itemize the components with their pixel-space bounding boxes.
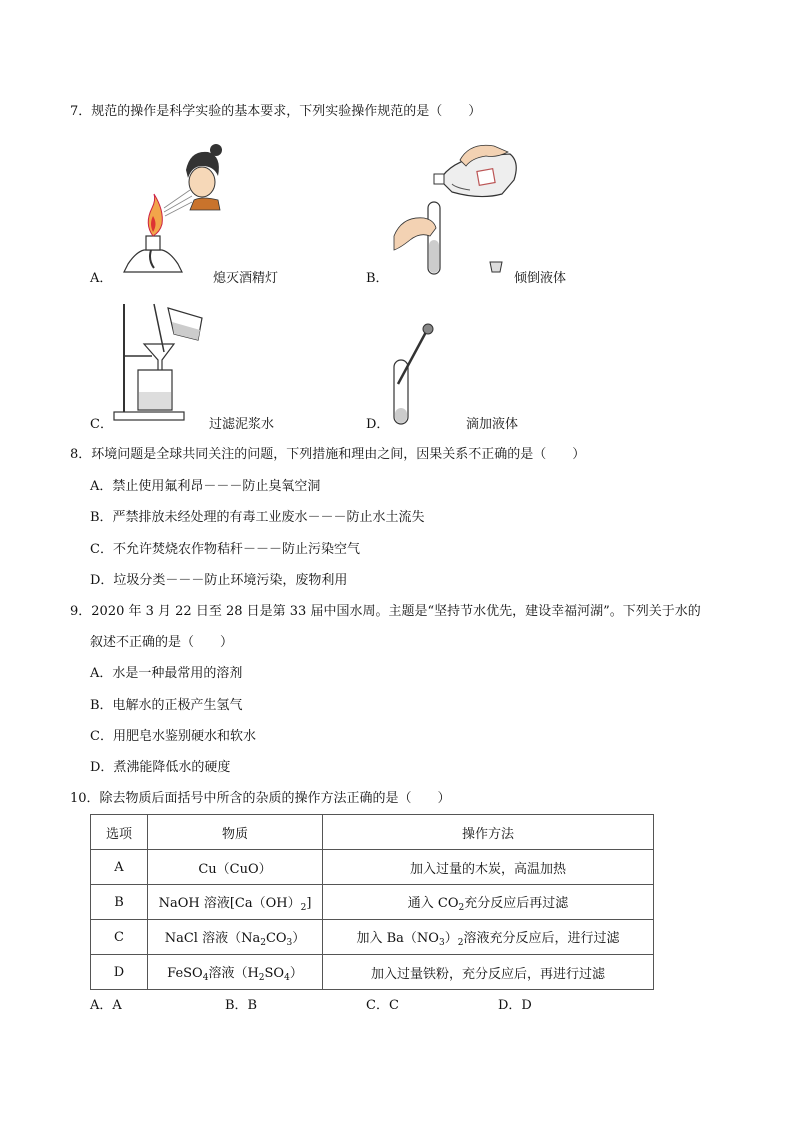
q7-option-b-caption: 倾倒液体 (514, 271, 567, 286)
substance-text: 溶液（H (208, 965, 259, 981)
subscript: 4 (284, 972, 290, 983)
alcohol-lamp-figure (118, 140, 218, 280)
subscript: 3 (438, 937, 445, 948)
table-cell-option: B (91, 885, 148, 920)
method-text: ） (444, 930, 458, 946)
q9-option-b: B．电解水的正极产生氢气 (90, 698, 243, 713)
substance-text: Cu（CuO） (198, 861, 272, 877)
q7-option-d-letter: D． (366, 417, 390, 432)
subscript: 2 (260, 937, 266, 948)
substance-text: ） (289, 965, 303, 981)
q7-option-a-caption: 熄灭酒精灯 (213, 271, 279, 286)
q9-option-a: A．水是一种最常用的溶剂 (90, 666, 243, 681)
method-text: 充分反应后再过滤 (464, 895, 569, 911)
q8-option-c: C．不允许焚烧农作物秸秆－－－防止污染空气 (90, 542, 360, 557)
table-cell-option: A (91, 850, 148, 885)
q10-answer-d: D．D (498, 998, 532, 1013)
q9-option-d: D．煮沸能降低水的硬度 (90, 760, 231, 775)
table-cell-method (323, 920, 654, 955)
subscript: 3 (286, 937, 293, 948)
table-header-option: 选项 (91, 815, 148, 850)
filtration-figure (112, 298, 212, 422)
subscript: 2 (300, 902, 307, 913)
substance-text: SO (264, 965, 285, 981)
method-text: 加入过量铁粉，充分反应后，再进行过滤 (370, 966, 605, 982)
table-header-row (91, 815, 654, 850)
table-header-method: 操作方法 (323, 815, 654, 850)
substance-text: ] (306, 895, 312, 911)
table-cell-substance (148, 920, 323, 955)
substance-text: FeSO (167, 965, 203, 981)
method-text: 加入 Ba（NO (356, 930, 439, 946)
table-cell-option: D (91, 955, 148, 990)
q10-table (90, 814, 654, 990)
table-cell-substance (148, 955, 323, 990)
table-cell-method (323, 850, 654, 885)
subscript: 4 (202, 972, 209, 983)
subscript: 2 (457, 937, 464, 948)
q9-stem-line1: 9．2020 年 3 月 22 日至 28 日是第 33 届中国水周。主题是“坚持节水优先，建设幸福河湖”。下列关于水的 (70, 604, 701, 619)
q7-stem: 7．规范的操作是科学实验的基本要求，下列实验操作规范的是（ ） (70, 104, 482, 119)
method-text: 加入过量的木炭，高温加热 (409, 861, 566, 877)
table-row (91, 885, 654, 920)
q9-stem-line2: 叙述不正确的是（ ） (90, 635, 234, 650)
table-cell-substance (148, 885, 323, 920)
table-row (91, 920, 654, 955)
method-text: 通入 CO (407, 895, 459, 911)
table-row (91, 850, 654, 885)
table-cell-substance (148, 850, 323, 885)
subscript: 2 (258, 972, 265, 983)
q8-option-a: A．禁止使用氟利昂－－－防止臭氧空洞 (90, 479, 321, 494)
q10-answer-b: B．B (225, 998, 258, 1013)
substance-text: CO (265, 930, 287, 946)
subscript: 2 (458, 902, 465, 913)
table-cell-method (323, 955, 654, 990)
q7-option-a-letter: A． (90, 271, 113, 286)
q7-option-d-caption: 滴加液体 (466, 417, 519, 432)
dropper-figure (384, 324, 444, 428)
q7-option-c-caption: 过滤泥浆水 (209, 417, 275, 432)
pouring-liquid-figure (390, 140, 530, 280)
q10-stem: 10．除去物质后面括号中所含的杂质的操作方法正确的是（ ） (70, 791, 451, 806)
q8-option-b: B．严禁排放未经处理的有毒工业废水－－－防止水土流失 (90, 510, 425, 525)
table-header-substance: 物质 (148, 815, 323, 850)
q7-option-b-letter: B． (366, 271, 389, 286)
substance-text: NaOH 溶液[Ca（OH） (158, 895, 301, 911)
q10-answer-a: A．A (90, 998, 122, 1013)
q10-answer-c: C．C (366, 998, 399, 1013)
method-text: 溶液充分反应后，进行过滤 (463, 930, 620, 946)
substance-text: ） (292, 930, 306, 946)
q7-option-c-letter: C． (90, 417, 113, 432)
table-cell-option: C (91, 920, 148, 955)
q9-option-c: C．用肥皂水鉴别硬水和软水 (90, 729, 256, 744)
table-row (91, 955, 654, 990)
q8-option-d: D．垃圾分类－－－防止环境污染，废物利用 (90, 573, 348, 588)
table-cell-method (323, 885, 654, 920)
substance-text: NaCl 溶液（Na (164, 930, 261, 946)
q8-stem: 8．环境问题是全球共同关注的问题，下列措施和理由之间，因果关系不正确的是（ ） (70, 447, 586, 462)
